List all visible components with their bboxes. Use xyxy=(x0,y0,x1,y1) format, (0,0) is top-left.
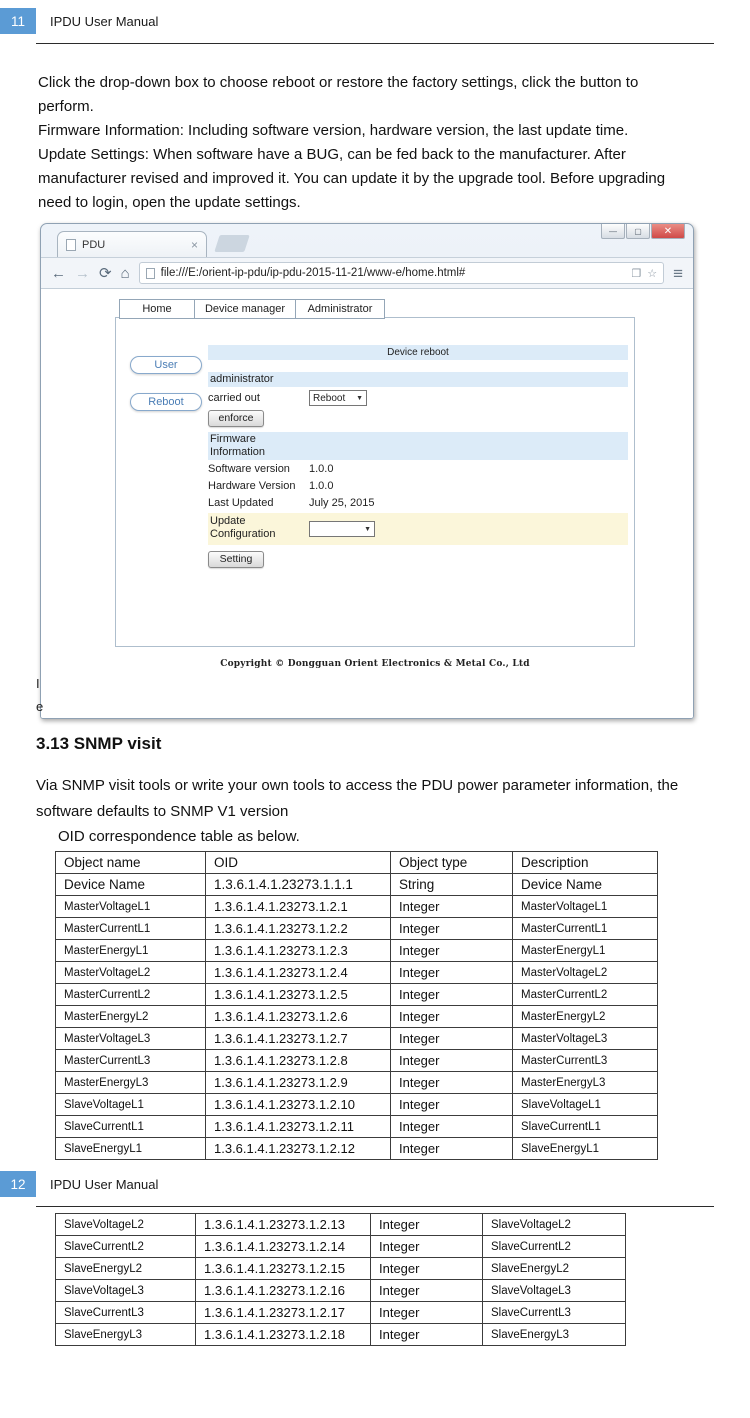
table-cell: Integer xyxy=(371,1258,483,1280)
table-cell: Integer xyxy=(391,918,513,940)
table-caption: OID correspondence table as below. xyxy=(58,828,300,845)
table-cell: MasterEnergyL2 xyxy=(513,1006,658,1028)
firmware-label-line2: Information xyxy=(210,446,266,458)
table-row xyxy=(56,1028,658,1050)
window-controls xyxy=(601,224,685,239)
table-cell: SlaveVoltageL2 xyxy=(56,1214,196,1236)
hardware-version-label: Hardware Version xyxy=(208,479,296,492)
table-cell: SlaveEnergyL2 xyxy=(56,1258,196,1280)
tab-administrator[interactable]: Administrator xyxy=(295,299,385,319)
app-content-box xyxy=(115,317,635,647)
clipped-text-fragment: I xyxy=(36,676,40,691)
table-cell: MasterVoltageL3 xyxy=(56,1028,206,1050)
header-rule xyxy=(36,43,714,44)
browser-viewport xyxy=(41,289,693,718)
browser-tab[interactable] xyxy=(57,231,207,257)
paragraph: Update Settings: When software have a BUG, can be fed back to the manufacturer. After manufacturer revised and improved it. You can update it by the upgrade tool. Before upgrading need to login, open the update settings. xyxy=(38,146,666,211)
browser-toolbar xyxy=(41,257,693,289)
table-cell: SlaveCurrentL3 xyxy=(483,1302,626,1324)
table-cell: SlaveCurrentL3 xyxy=(56,1302,196,1324)
firmware-label-line1: Firmware xyxy=(210,433,256,445)
home-icon[interactable]: ⌂ xyxy=(120,264,130,282)
table-cell: MasterVoltageL2 xyxy=(56,962,206,984)
tab-device-manager[interactable]: Device manager xyxy=(194,299,296,319)
table-cell: MasterVoltageL1 xyxy=(56,896,206,918)
administrator-row: administrator xyxy=(208,372,628,387)
table-row xyxy=(56,984,658,1006)
table-row xyxy=(56,1138,658,1160)
table-cell: 1.3.6.1.4.1.23273.1.2.17 xyxy=(196,1302,371,1324)
update-configuration-row xyxy=(208,513,628,545)
table-cell: SlaveEnergyL1 xyxy=(56,1138,206,1160)
table-cell: Integer xyxy=(371,1236,483,1258)
tab-home[interactable]: Home xyxy=(119,299,195,319)
reboot-select[interactable] xyxy=(309,390,367,406)
new-tab-button[interactable] xyxy=(214,235,250,252)
table-row xyxy=(56,874,658,896)
section-paragraph: Via SNMP visit tools or write your own tools to access the PDU power parameter information, the software defaults to SNMP V1 version xyxy=(36,777,679,820)
table-cell: MasterVoltageL1 xyxy=(513,896,658,918)
table-cell: String xyxy=(391,874,513,896)
table-cell: SlaveCurrentL2 xyxy=(56,1236,196,1258)
address-bar[interactable] xyxy=(139,262,664,284)
table-cell: Device Name xyxy=(56,874,206,896)
clipped-text-fragment: e xyxy=(36,699,44,714)
page-header xyxy=(0,1171,750,1197)
page-number-badge: 11 xyxy=(0,8,36,34)
table-cell: MasterEnergyL2 xyxy=(56,1006,206,1028)
table-cell: Integer xyxy=(371,1214,483,1236)
caret-down-icon: ▼ xyxy=(364,525,371,533)
tab-favicon-icon xyxy=(66,239,76,251)
table-row xyxy=(56,1280,626,1302)
table-cell: Device Name xyxy=(513,874,658,896)
section-heading: 3.13 SNMP visit xyxy=(36,734,162,753)
menu-icon[interactable]: ≡ xyxy=(673,263,683,283)
last-updated-value: July 25, 2015 xyxy=(309,496,375,509)
last-updated-row xyxy=(208,494,628,511)
table-cell: 1.3.6.1.4.1.23273.1.2.13 xyxy=(196,1214,371,1236)
table-row xyxy=(56,1214,626,1236)
doc-title: IPDU User Manual xyxy=(50,13,159,29)
table-cell: 1.3.6.1.4.1.23273.1.2.10 xyxy=(206,1094,391,1116)
table-row xyxy=(56,1072,658,1094)
table-row xyxy=(56,918,658,940)
table-row xyxy=(56,1116,658,1138)
table-cell: 1.3.6.1.4.1.23273.1.2.2 xyxy=(206,918,391,940)
software-version-row xyxy=(208,460,628,477)
table-cell: 1.3.6.1.4.1.23273.1.2.9 xyxy=(206,1072,391,1094)
table-row xyxy=(56,1050,658,1072)
doc-title: IPDU User Manual xyxy=(50,1176,159,1192)
page-actions-icon[interactable]: ❐ xyxy=(631,267,642,280)
table-cell: 1.3.6.1.4.1.23273.1.2.5 xyxy=(206,984,391,1006)
close-button[interactable]: ✕ xyxy=(651,224,685,239)
sidebar-button-reboot[interactable]: Reboot xyxy=(130,393,202,411)
table-cell: Integer xyxy=(391,962,513,984)
table-cell: 1.3.6.1.4.1.23273.1.2.15 xyxy=(196,1258,371,1280)
table-cell: MasterVoltageL2 xyxy=(513,962,658,984)
hardware-version-row xyxy=(208,477,628,494)
table-cell: Integer xyxy=(391,896,513,918)
table-cell: Integer xyxy=(391,1072,513,1094)
table-cell: MasterCurrentL3 xyxy=(513,1050,658,1072)
reboot-select-value: Reboot xyxy=(313,392,346,404)
table-cell: SlaveCurrentL2 xyxy=(483,1236,626,1258)
table-cell: SlaveVoltageL2 xyxy=(483,1214,626,1236)
update-label-line2: Configuration xyxy=(210,528,276,540)
table-cell: Integer xyxy=(391,1006,513,1028)
app-sidebar xyxy=(124,356,208,411)
table-cell: 1.3.6.1.4.1.23273.1.2.6 xyxy=(206,1006,391,1028)
panel-title: Device reboot xyxy=(208,345,628,360)
table-cell: 1.3.6.1.4.1.23273.1.1.1 xyxy=(206,874,391,896)
table-cell: Integer xyxy=(391,1050,513,1072)
update-label-line1: Update xyxy=(210,515,246,527)
setting-button[interactable]: Setting xyxy=(208,551,264,568)
sidebar-button-user[interactable]: User xyxy=(130,356,202,374)
table-row xyxy=(56,1302,626,1324)
page-header xyxy=(0,8,750,34)
firmware-information-row xyxy=(208,432,628,460)
app-nav-tabs xyxy=(119,299,385,319)
table-cell: Integer xyxy=(391,1028,513,1050)
browser-window xyxy=(40,223,694,719)
tab-close-icon[interactable]: × xyxy=(190,237,198,252)
column-header: OID xyxy=(206,852,391,874)
table-row xyxy=(56,962,658,984)
forward-icon[interactable]: → xyxy=(75,264,90,282)
table-cell: SlaveEnergyL2 xyxy=(483,1258,626,1280)
table-cell: MasterCurrentL1 xyxy=(513,918,658,940)
table-cell: MasterCurrentL3 xyxy=(56,1050,206,1072)
table-cell: MasterEnergyL1 xyxy=(513,940,658,962)
paragraph: Click the drop-down box to choose reboot or restore the factory settings, click the button to perform. xyxy=(38,74,639,115)
table-cell: Integer xyxy=(391,1138,513,1160)
table-cell: SlaveEnergyL1 xyxy=(513,1138,658,1160)
hardware-version-value: 1.0.0 xyxy=(309,479,334,492)
caret-down-icon: ▼ xyxy=(356,394,363,402)
bookmark-star-icon[interactable]: ☆ xyxy=(647,267,658,280)
table-cell: 1.3.6.1.4.1.23273.1.2.7 xyxy=(206,1028,391,1050)
table-cell: Integer xyxy=(391,1094,513,1116)
table-cell: 1.3.6.1.4.1.23273.1.2.4 xyxy=(206,962,391,984)
url-text: file:///E:/orient-ip-pdu/ip-pdu-2015-11-21/www-e/home.html# xyxy=(160,267,466,279)
table-cell: MasterCurrentL2 xyxy=(513,984,658,1006)
table-row xyxy=(56,940,658,962)
table-cell: 1.3.6.1.4.1.23273.1.2.18 xyxy=(196,1324,371,1346)
paragraph: Firmware Information: Including software version, hardware version, the last update time. xyxy=(38,122,629,139)
table-row xyxy=(56,1258,626,1280)
column-header: Object type xyxy=(391,852,513,874)
page-number-badge: 12 xyxy=(0,1171,36,1197)
url-page-icon xyxy=(146,268,155,279)
table-cell: MasterEnergyL3 xyxy=(513,1072,658,1094)
table-row xyxy=(56,1236,626,1258)
table-row xyxy=(56,1006,658,1028)
table-cell: Integer xyxy=(371,1302,483,1324)
table-row xyxy=(56,1324,626,1346)
table-cell: 1.3.6.1.4.1.23273.1.2.14 xyxy=(196,1236,371,1258)
table-cell: MasterVoltageL3 xyxy=(513,1028,658,1050)
minimize-button[interactable]: — xyxy=(601,224,625,239)
table-cell: MasterEnergyL1 xyxy=(56,940,206,962)
table-cell: MasterEnergyL3 xyxy=(56,1072,206,1094)
maximize-button[interactable]: ▢ xyxy=(626,224,650,239)
table-cell: MasterCurrentL2 xyxy=(56,984,206,1006)
table-cell: Integer xyxy=(371,1324,483,1346)
update-select[interactable] xyxy=(309,521,375,537)
header-rule xyxy=(36,1206,714,1207)
table-cell: SlaveVoltageL3 xyxy=(56,1280,196,1302)
intro-paragraphs xyxy=(38,71,698,215)
column-header: Description xyxy=(513,852,658,874)
enforce-button[interactable]: enforce xyxy=(208,410,264,427)
table-cell: Integer xyxy=(391,984,513,1006)
table-cell: SlaveCurrentL1 xyxy=(513,1116,658,1138)
table-cell: SlaveEnergyL3 xyxy=(56,1324,196,1346)
table-cell: SlaveVoltageL1 xyxy=(56,1094,206,1116)
table-cell: MasterCurrentL1 xyxy=(56,918,206,940)
table-cell: 1.3.6.1.4.1.23273.1.2.8 xyxy=(206,1050,391,1072)
table-cell: SlaveVoltageL3 xyxy=(483,1280,626,1302)
device-reboot-panel xyxy=(208,345,628,573)
software-version-value: 1.0.0 xyxy=(309,462,334,475)
table-cell: Integer xyxy=(391,1116,513,1138)
oid-table-page2 xyxy=(55,1213,626,1346)
table-cell: SlaveVoltageL1 xyxy=(513,1094,658,1116)
table-cell: Integer xyxy=(391,940,513,962)
table-cell: Integer xyxy=(371,1280,483,1302)
reload-icon[interactable]: ⟳ xyxy=(99,264,112,282)
tab-title: PDU xyxy=(82,238,106,251)
carried-out-row xyxy=(208,387,628,409)
table-row xyxy=(56,1094,658,1116)
column-header: Object name xyxy=(56,852,206,874)
table-row xyxy=(56,896,658,918)
table-header-row xyxy=(56,852,658,874)
carried-out-label: carried out xyxy=(208,392,260,404)
table-cell: 1.3.6.1.4.1.23273.1.2.11 xyxy=(206,1116,391,1138)
oid-table-page1 xyxy=(55,851,658,1160)
table-cell: SlaveEnergyL3 xyxy=(483,1324,626,1346)
last-updated-label: Last Updated xyxy=(208,496,274,509)
software-version-label: Software version xyxy=(208,462,290,475)
table-cell: 1.3.6.1.4.1.23273.1.2.1 xyxy=(206,896,391,918)
table-cell: SlaveCurrentL1 xyxy=(56,1116,206,1138)
table-cell: 1.3.6.1.4.1.23273.1.2.3 xyxy=(206,940,391,962)
table-cell: 1.3.6.1.4.1.23273.1.2.16 xyxy=(196,1280,371,1302)
table-cell: 1.3.6.1.4.1.23273.1.2.12 xyxy=(206,1138,391,1160)
back-icon[interactable]: ← xyxy=(51,264,66,282)
copyright-text: Copyright © Dongguan Orient Electronics & Metal Co., Ltd xyxy=(220,659,530,669)
